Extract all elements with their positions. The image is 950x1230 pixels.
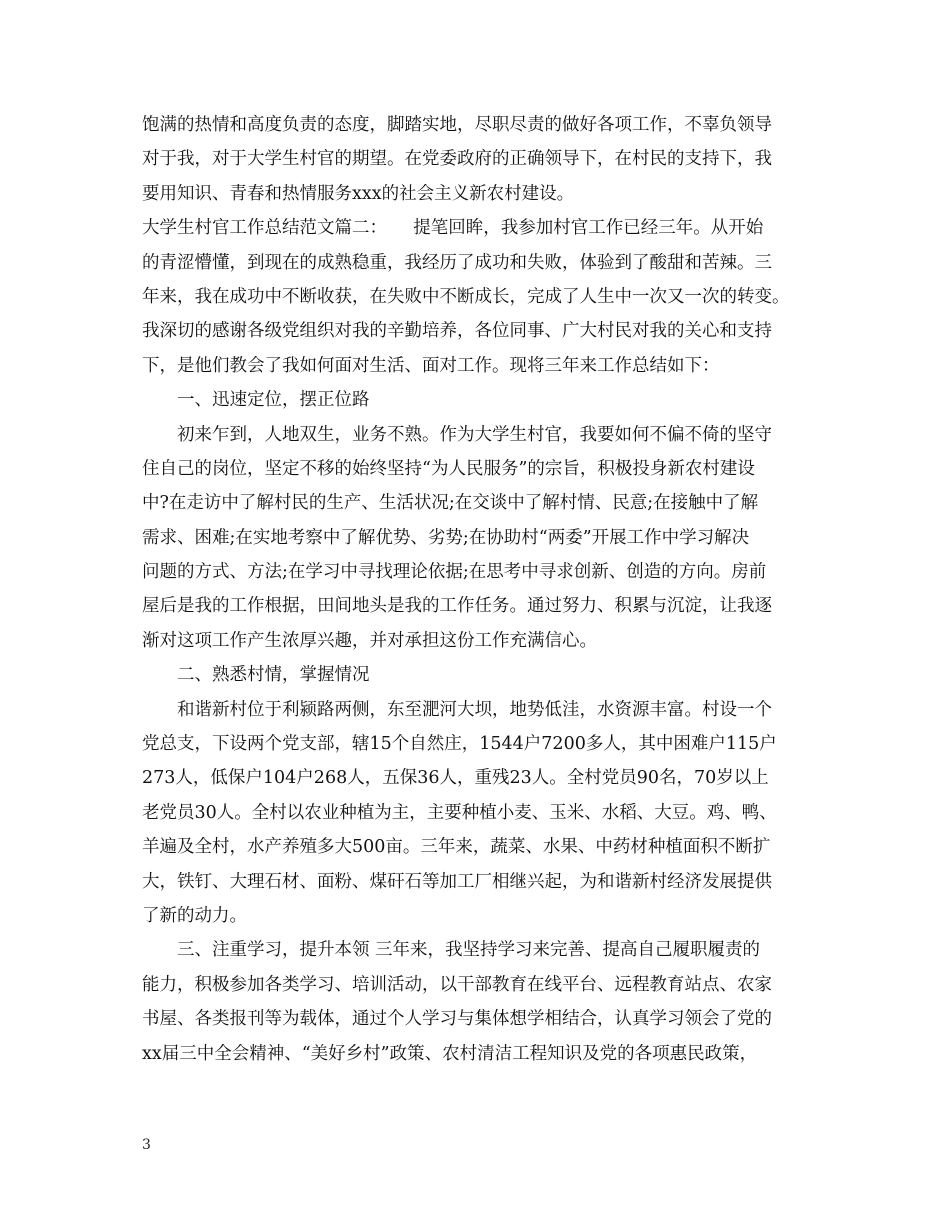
- text-line: 住自己的岗位，坚定不移的始终坚持“为人民服务”的宗旨，积极投身新农村建设: [142, 458, 755, 479]
- text-line: 我深切的感谢各级党组织对我的辛勤培养，各位同事、广大村民对我的关心和支持: [142, 321, 772, 342]
- text-line: 的青涩懵懂，到现在的成熟稳重，我经历了成功和失败，体验到了酸甜和苦辣。三: [142, 252, 772, 273]
- text-line: 下，是他们教会了我如何面对生活、面对工作。现将三年来工作总结如下：: [142, 355, 720, 376]
- section-title-line: 大学生村官工作总结范文篇二： 提笔回眸，我参加村官工作已经三年。从开始: [142, 218, 764, 239]
- heading-three: 三、注重学习，提升本领 三年来，我坚持学习来完善、提高自己履职履责的: [177, 940, 761, 961]
- text-line: 党总支，下设两个党支部，辖15个自然庄，1544户7200多人，其中困难户115户: [142, 734, 777, 755]
- page-number: 3: [142, 1137, 151, 1153]
- text-line: 中?在走访中了解村民的生产、生活状况;在交谈中了解村情、民意;在接触中了解: [142, 493, 759, 514]
- text-line: 老党员30人。全村以农业种植为主，主要种植小麦、玉米、水稻、大豆。鸡、鸭、: [142, 802, 777, 823]
- text-line: 羊遍及全村，水产养殖多大500亩。三年来，蔬菜、水果、中药材种植面积不断扩: [142, 837, 771, 858]
- text-line: 初来乍到，人地双生，业务不熟。作为大学生村官，我要如何不偏不倚的坚守: [177, 424, 772, 445]
- text-line: 要用知识、青春和热情服务xxx的社会主义新农村建设。: [142, 183, 575, 204]
- text-line: 问题的方式、方法;在学习中寻找理论依据;在思考中寻求创新、创造的方向。房前: [142, 562, 767, 583]
- text-line: 了新的动力。: [142, 905, 247, 926]
- heading-one: 一、迅速定位，摆正位路: [177, 390, 370, 411]
- document-body: [142, 108, 822, 1071]
- text-line: 和谐新村位于利颍路两侧，东至淝河大坝，地势低洼，水资源丰富。村设一个: [177, 699, 772, 720]
- text-line: 书屋、各类报刊等为载体，通过个人学习与集体想学相结合，认真学习领会了党的: [142, 1009, 772, 1030]
- text-line: 需求、困难;在实地考察中了解优势、劣势;在协助村“两委”开展工作中学习解决: [142, 527, 750, 548]
- text-line: 饱满的热情和高度负责的态度，脚踏实地，尽职尽责的做好各项工作，不辜负领导: [142, 115, 772, 135]
- text-line: 渐对这项工作产生浓厚兴趣，并对承担这份工作充满信心。: [142, 630, 597, 651]
- text-line: 大，铁钉、大理石材、面粉、煤矸石等加工厂相继兴起，为和谐新村经济发展提供: [142, 871, 772, 892]
- heading-two: 二、熟悉村情，掌握情况: [177, 665, 370, 686]
- text-line: 对于我，对于大学生村官的期望。在党委政府的正确领导下，在村民的支持下，我: [142, 149, 772, 170]
- text-line: 屋后是我的工作根据，田间地头是我的工作任务。通过努力、积累与沉淀，让我逐: [142, 596, 772, 617]
- text-line: 能力，积极参加各类学习、培训活动，以干部教育在线平台、远程教育站点、农家: [142, 974, 772, 995]
- text-line: xx届三中全会精神、“美好乡村”政策、农村清洁工程知识及党的各项惠民政策，: [142, 1043, 758, 1064]
- text-line: 273人，低保户104户268人，五保36人，重残23人。全村党员90名，70岁以上: [142, 768, 769, 789]
- text-line: 年来，我在成功中不断收获，在失败中不断成长，完成了人生中一次又一次的转变。: [142, 286, 790, 307]
